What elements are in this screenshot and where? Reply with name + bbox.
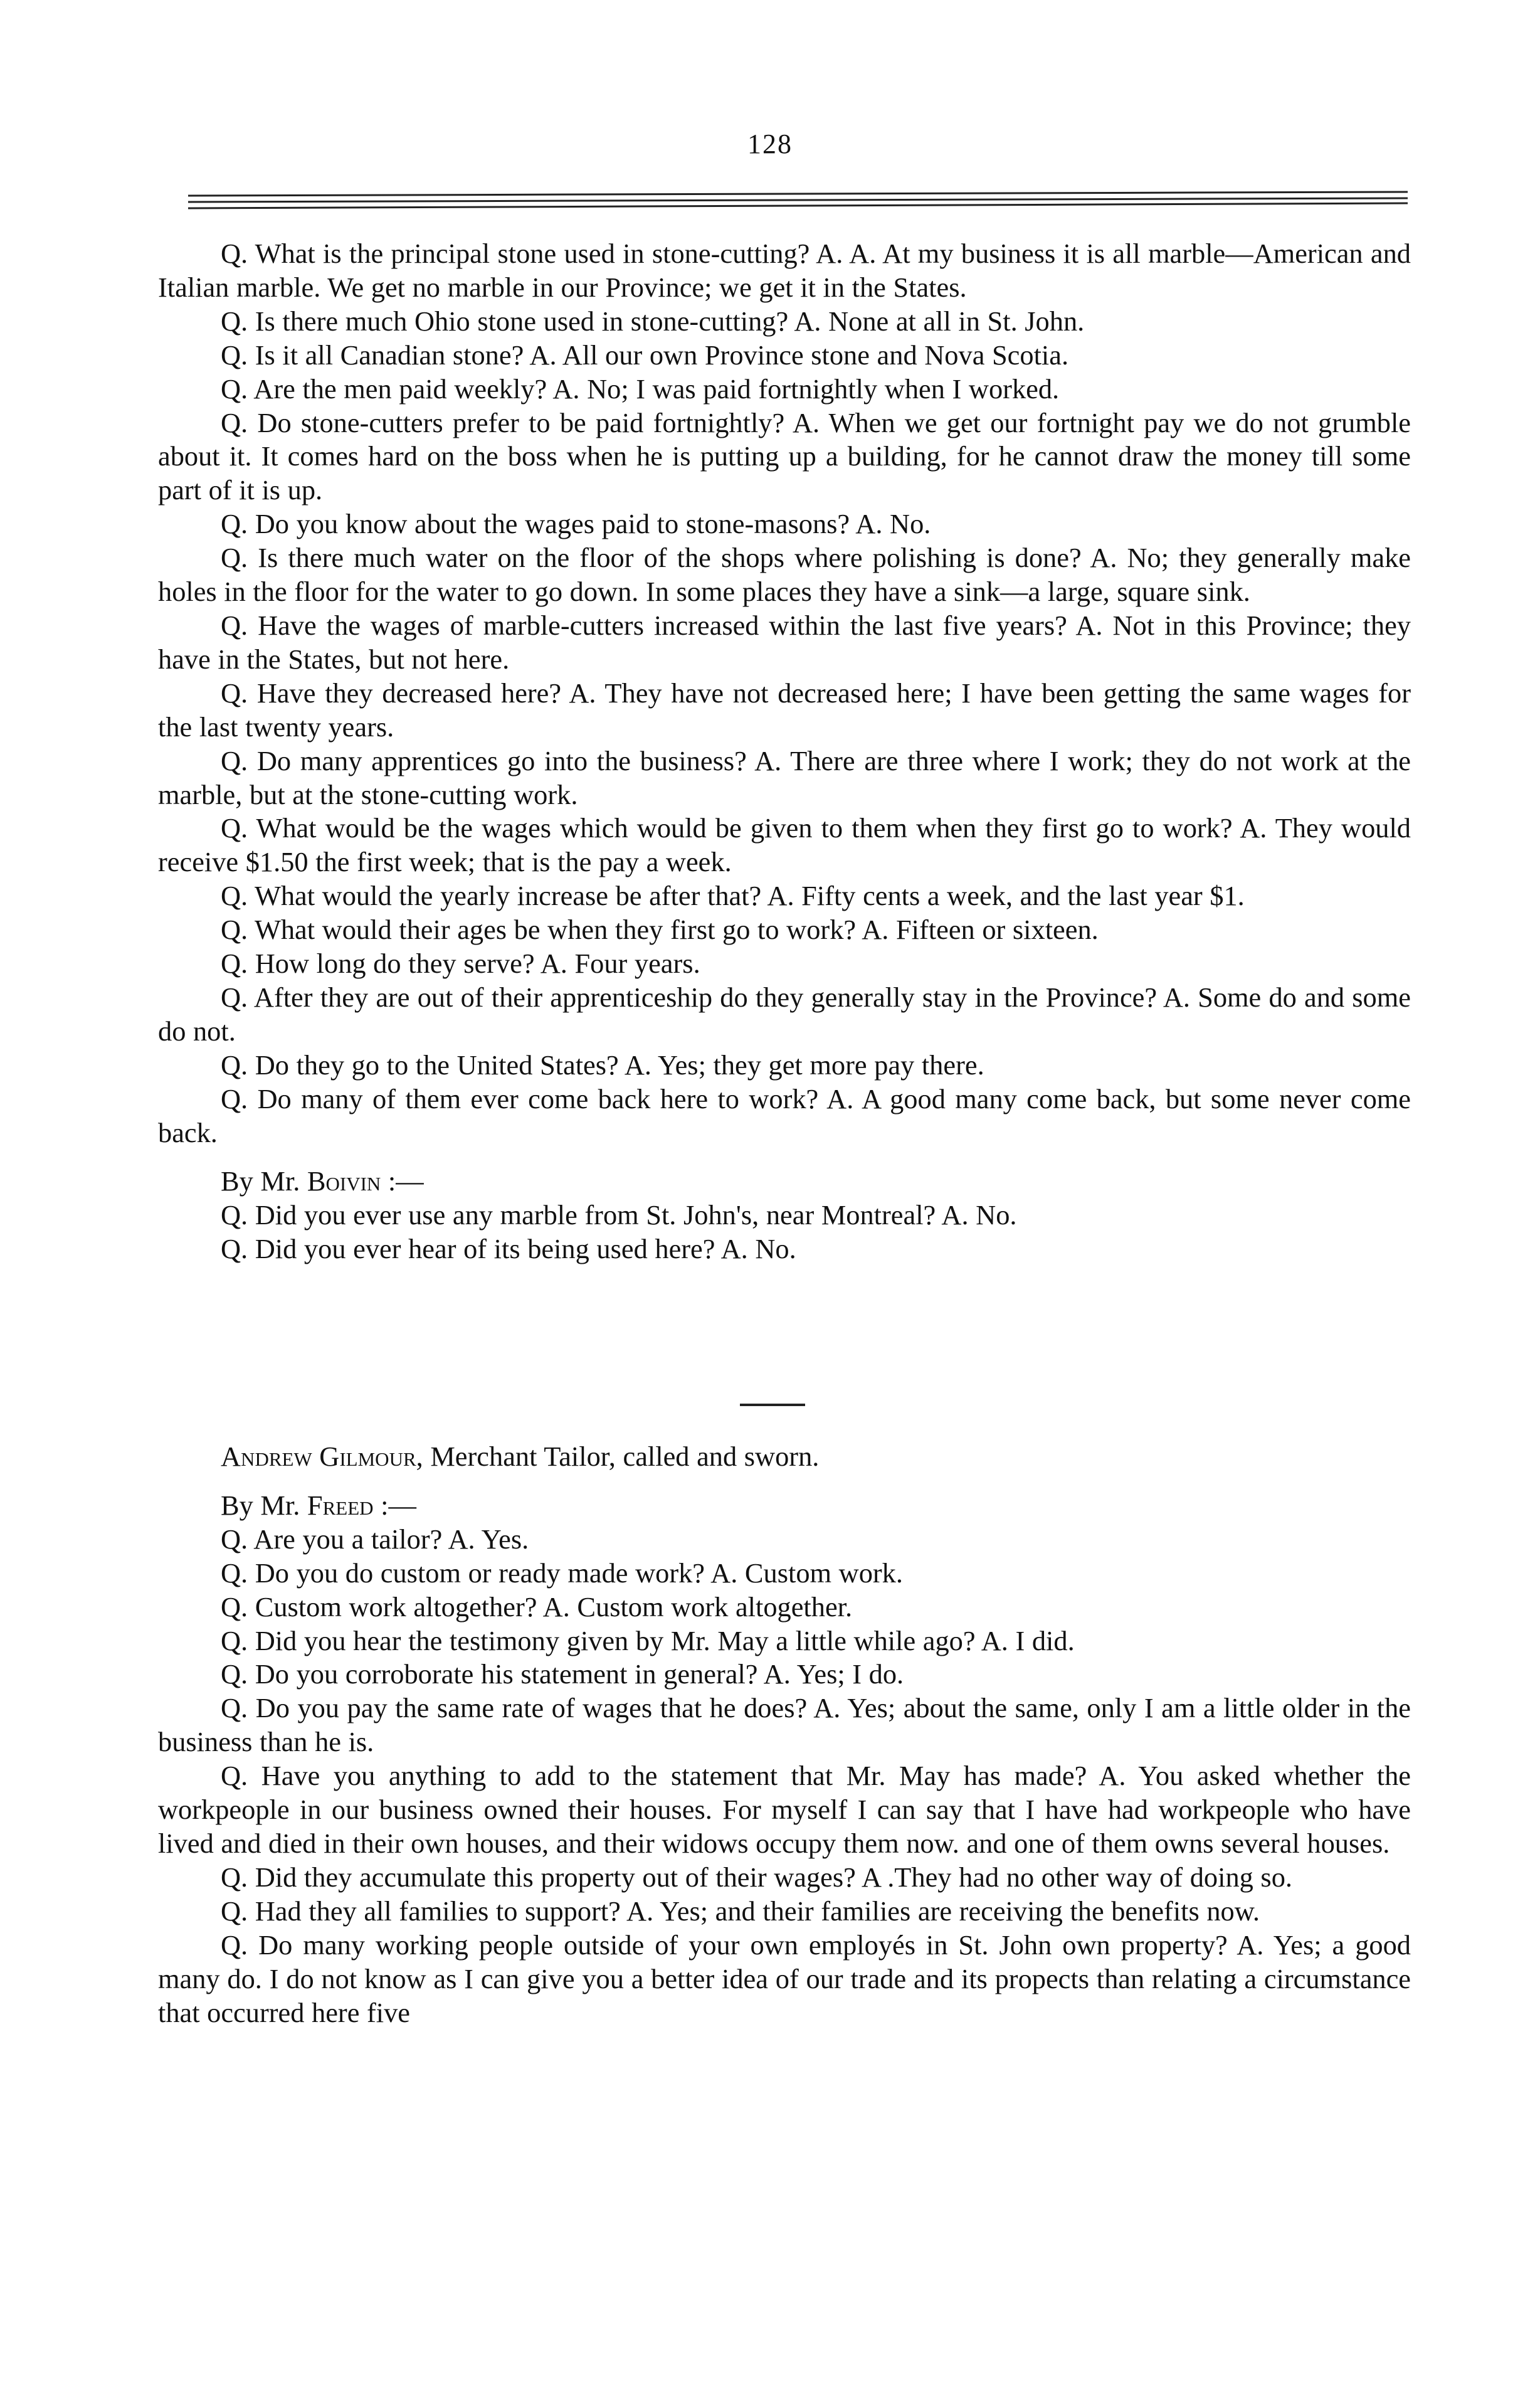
paragraph: Q. Do they go to the United States? A. Yes; they get more pay there. — [221, 1049, 984, 1081]
paragraph: Q. Have the wages of marble-cutters increased within the last five years? A. Not in this Province; they have in the States, but not here. — [158, 609, 1411, 675]
paragraph: Q. What would their ages be when they first go to work? A. Fifteen or sixteen. — [221, 914, 1099, 946]
paragraph: Q. Did you ever hear of its being used here? A. No. — [221, 1233, 796, 1265]
paragraph: Q. Had they all families to support? A. Yes; and their families are receiving the benefits now. — [221, 1895, 1260, 1927]
paragraph: Q. What would the yearly increase be after that? A. Fifty cents a week, and the last year $1. — [221, 880, 1245, 912]
paragraph: Q. Did they accumulate this property out of their wages? A .They had no other way of doing so. — [221, 1861, 1292, 1893]
paragraph: Q. Are the men paid weekly? A. No; I was paid fortnightly when I worked. — [221, 373, 1060, 405]
paragraph: Q. Have they decreased here? A. They have not decreased here; I have been getting the same wages for the last twenty years. — [158, 677, 1411, 743]
byline-prefix: By Mr. — [221, 1165, 307, 1197]
examiner-byline — [158, 1489, 1411, 1523]
witness-name: Andrew Gilmour — [221, 1441, 416, 1472]
paragraph: Q. Do many working people outside of your own employés in St. John own property? A. Yes; a good many do. I do not know as I can give you a better idea of our trade and its propects than relating a circumstance that occurred here five — [158, 1929, 1411, 2028]
paragraph: Q. Is there much water on the floor of the shops where polishing is done? A. No; they generally make holes in the floor for the water to go down. In some places they have a sink—a large, square sink. — [158, 542, 1411, 608]
paragraph: Q. After they are out of their apprenticeship do they generally stay in the Province? A. Some do and some do not. — [158, 981, 1411, 1047]
byline-prefix: By Mr. — [221, 1489, 307, 1521]
paragraph: Q. How long do they serve? A. Four years. — [221, 948, 700, 980]
byline-suffix: :— — [373, 1489, 416, 1521]
paragraph: Q. What is the principal stone used in stone-cutting? A. A. At my business it is all marble—American and Italian marble. We get no marble in our Province; we get it in the States. — [158, 238, 1411, 303]
paragraph: Q. Did you hear the testimony given by Mr. May a little while ago? A. I did. — [221, 1624, 1075, 1656]
witness-heading — [158, 1440, 1411, 1474]
paragraph: Q. Have you anything to add to the statement that Mr. May has made? A. You asked whether the workpeople in our business owned their houses. For myself I can say that I have had workpeople who have lived and died in their own houses, and their widows occupy them now. and one of them owns several houses. — [158, 1760, 1411, 1859]
paragraph: Q. Is it all Canadian stone? A. All our own Province stone and Nova Scotia. — [221, 339, 1069, 371]
paragraph: Q. Do stone-cutters prefer to be paid fortnightly? A. When we get our fortnight pay we do not grumble about it. It comes hard on the boss when he is putting up a building, for he cannot draw the money till some part of it is up. — [158, 406, 1411, 506]
section-separator — [740, 1404, 805, 1406]
paragraph: Q. Do you corroborate his statement in general? A. Yes; I do. — [221, 1658, 904, 1690]
paragraph: Q. Are you a tailor? A. Yes. — [221, 1523, 529, 1555]
paragraph: Q. Is there much Ohio stone used in stone-cutting? A. None at all in St. John. — [221, 305, 1085, 337]
paragraph: Q. Did you ever use any marble from St. John's, near Montreal? A. No. — [221, 1199, 1017, 1231]
byline-suffix: :— — [381, 1165, 424, 1197]
paragraph: Q. What would be the wages which would be given to them when they first go to work? A. They would receive $1.50 the first week; that is the pay a week. — [158, 812, 1411, 878]
paragraph: Q. Custom work altogether? A. Custom work altogether. — [221, 1591, 853, 1622]
examiner-name: Boivin — [307, 1165, 381, 1197]
examiner-name: Freed — [307, 1489, 374, 1521]
paragraph: Q. Do you do custom or ready made work? A. Custom work. — [221, 1557, 903, 1589]
witness-description: , Merchant Tailor, called and sworn. — [416, 1441, 820, 1472]
paragraph: Q. Do you know about the wages paid to stone-masons? A. No. — [221, 508, 931, 540]
paragraph: Q. Do many apprentices go into the business? A. There are three where I work; they do not work at the marble, but at the stone-cutting work. — [158, 744, 1411, 810]
paragraph: Q. Do you pay the same rate of wages that he does? A. Yes; about the same, only I am a little older in the business than he is. — [158, 1692, 1411, 1758]
examiner-byline — [158, 1165, 1411, 1199]
testimony-section-2 — [158, 1440, 1411, 2030]
paragraph: Q. Do many of them ever come back here to work? A. A good many come back, but some never come back. — [158, 1082, 1411, 1148]
header-rule — [188, 189, 1408, 212]
testimony-section-1 — [158, 237, 1411, 1266]
page-number: 128 — [747, 129, 793, 159]
